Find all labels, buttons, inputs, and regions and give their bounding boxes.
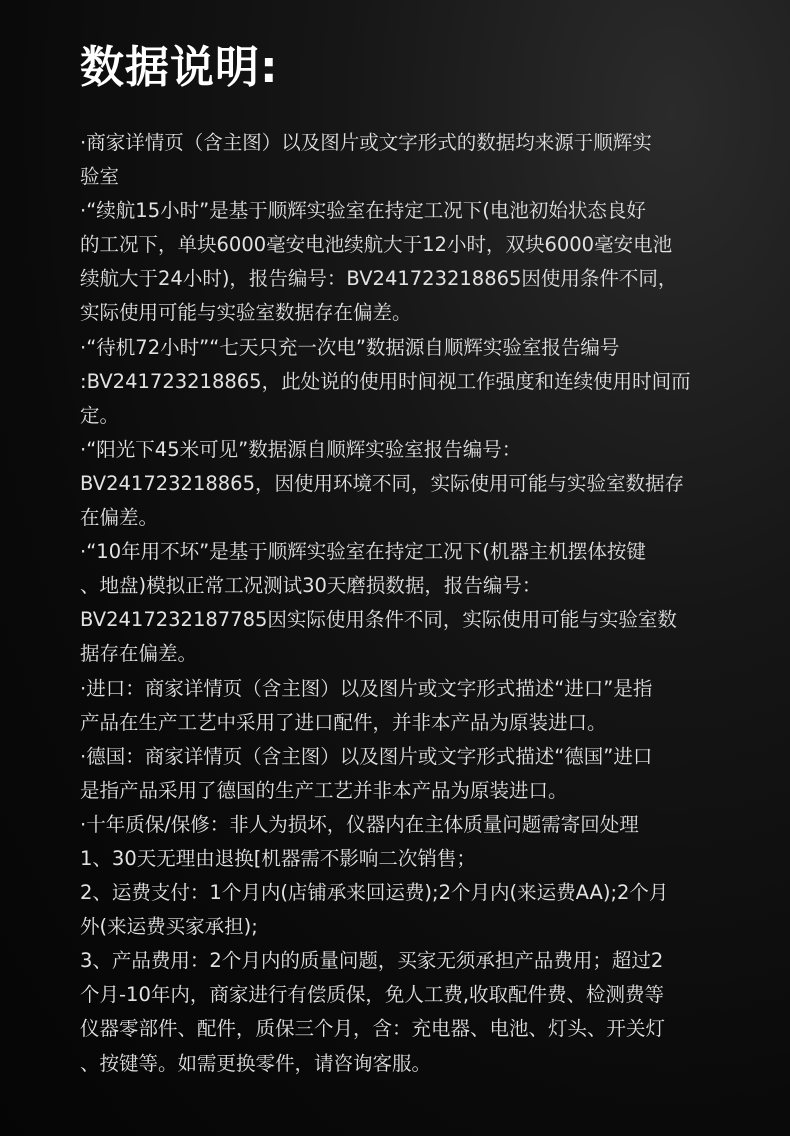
text-line: 是指产品采用了德国的生产工艺并非本产品为原装进口。: [80, 778, 568, 802]
text-line: ·商家详情页（含主图）以及图片或文字形式的数据均来源于顺辉实: [80, 131, 652, 154]
text-line: ·十年质保/保修：非人为损坏，仪器内在主体质量问题需寄回处理: [80, 812, 639, 836]
text-line: 1、30天无理由退换[机器需不影响二次销售；: [80, 846, 476, 870]
text-line: ·“待机72小时”“七天只充一次电”数据源自顺辉实验室报告编号: [80, 335, 620, 359]
text-line: :BV241723218865，此处说的使用时间视工作强度和连续使用时间而: [80, 369, 691, 393]
text-line: 外(来运费买家承担);: [80, 915, 258, 939]
text-line: 实际使用可能与实验室数据存在偏差。: [80, 301, 412, 325]
text-line: ·进口：商家详情页（含主图）以及图片或文字形式描述“进口”是指: [80, 676, 653, 700]
page-title: 数据说明:: [80, 42, 279, 93]
text-line: 、按键等。如需更换零件，请咨询客服。: [80, 1051, 432, 1075]
text-line: ·“续航15小时”是基于顺辉实验室在持定工况下(电池初始状态良好: [80, 199, 646, 223]
data-description-body: [80, 126, 716, 1081]
text-line: 产品在生产工艺中采用了进口配件，并非本产品为原装进口。: [80, 710, 607, 734]
text-line: 个月-10年内，商家进行有偿质保，免人工费,收取配件费、检测费等: [80, 983, 665, 1007]
text-line: 续航大于24小时)，报告编号：BV241723218865因使用条件不同，: [80, 267, 678, 291]
text-line: 2、运费支付：1个月内(店铺承来回运费);2个月内(来运费AA);2个月: [80, 881, 669, 905]
text-line: BV2417232187785因实际使用条件不同，实际使用可能与实验室数: [80, 608, 677, 632]
text-line: 的工况下，单块6000毫安电池续航大于12小时，双块6000毫安电池: [80, 233, 673, 257]
text-line: 、地盘)模拟正常工况测试30天磨损数据，报告编号：: [80, 574, 542, 598]
text-line: 定。: [80, 403, 120, 427]
text-line: ·“10年用不坏”是基于顺辉实验室在持定工况下(机器主机摆体按键: [80, 540, 646, 564]
text-line: 在偏差。: [80, 506, 159, 530]
text-line: BV241723218865，因使用环境不同，实际使用可能与实验室数据存: [80, 471, 684, 495]
text-line: 仪器零部件、配件，质保三个月，含：充电器、电池、灯头、开关灯: [80, 1017, 666, 1041]
text-line: ·“阳光下45米可见”数据源自顺辉实验室报告编号：: [80, 437, 522, 461]
text-line: ·德国：商家详情页（含主图）以及图片或文字形式描述“德国”进口: [80, 744, 653, 768]
text-line: 3、产品费用：2个月内的质量问题，买家无须承担产品费用；超过2: [80, 949, 664, 973]
text-line: 据存在偏差。: [80, 642, 198, 666]
text-line: 验室: [80, 165, 120, 189]
